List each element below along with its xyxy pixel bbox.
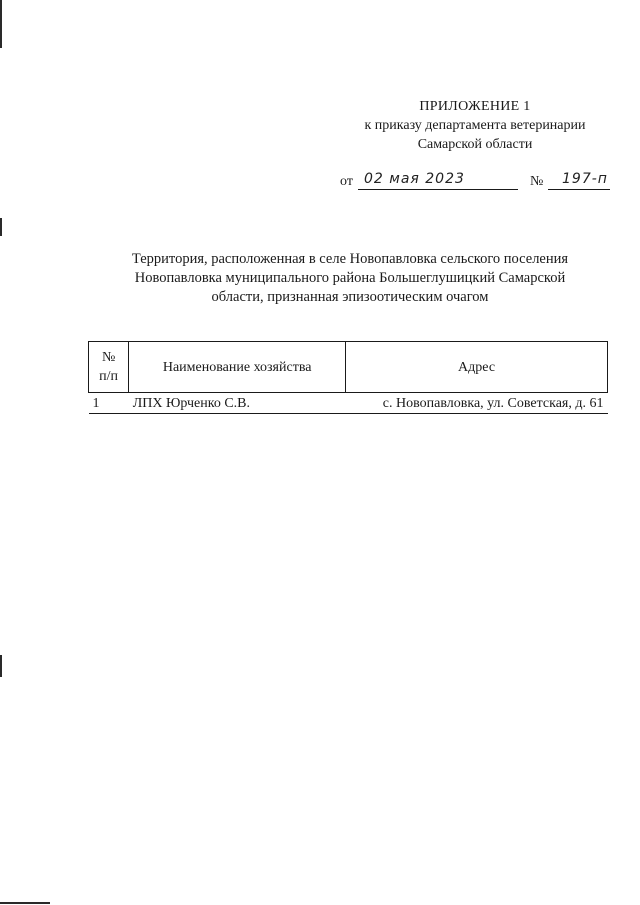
table-header-row <box>89 342 608 393</box>
appendix-line-2: Самарской области <box>417 137 533 152</box>
heading-line-1: Территория, расположенная в селе Новопавловка сельского поселения <box>131 251 569 267</box>
document-heading <box>95 250 605 307</box>
order-number-label: № <box>530 174 544 189</box>
scan-edge-mark-top <box>0 0 2 48</box>
order-date-handwritten: 02 мая 2023 <box>364 171 465 187</box>
scan-edge-mark-low <box>0 655 2 677</box>
order-date-line <box>340 171 620 193</box>
scan-edge-mark-mid <box>0 218 2 236</box>
order-from-label: от <box>340 174 353 189</box>
heading-line-2: Новопавловка муниципального района Большеглушицкий Самарской <box>134 270 566 286</box>
header-number-line-1: № <box>101 350 116 365</box>
date-underline <box>358 189 518 190</box>
row-number: 1 <box>89 393 129 414</box>
appendix-title: ПРИЛОЖЕНИЕ 1 <box>419 99 531 114</box>
farms-table <box>88 341 608 414</box>
row-farm-name: ЛПХ Юрченко С.В. <box>129 393 346 414</box>
appendix-line-1: к приказу департамента ветеринарии <box>364 118 586 133</box>
header-number <box>89 342 129 393</box>
heading-line-3: области, признанная эпизоотическим очагом <box>211 289 489 305</box>
table-row <box>89 393 608 414</box>
scan-edge-mark-bottom <box>0 902 50 904</box>
header-address: Адрес <box>346 342 608 393</box>
number-underline <box>548 189 610 190</box>
order-number-handwritten: 197-п <box>562 171 608 187</box>
header-farm-name: Наименование хозяйства <box>129 342 346 393</box>
appendix-block <box>330 97 620 154</box>
header-number-line-2: п/п <box>99 369 119 384</box>
row-address: с. Новопавловка, ул. Советская, д. 61 <box>346 393 608 414</box>
